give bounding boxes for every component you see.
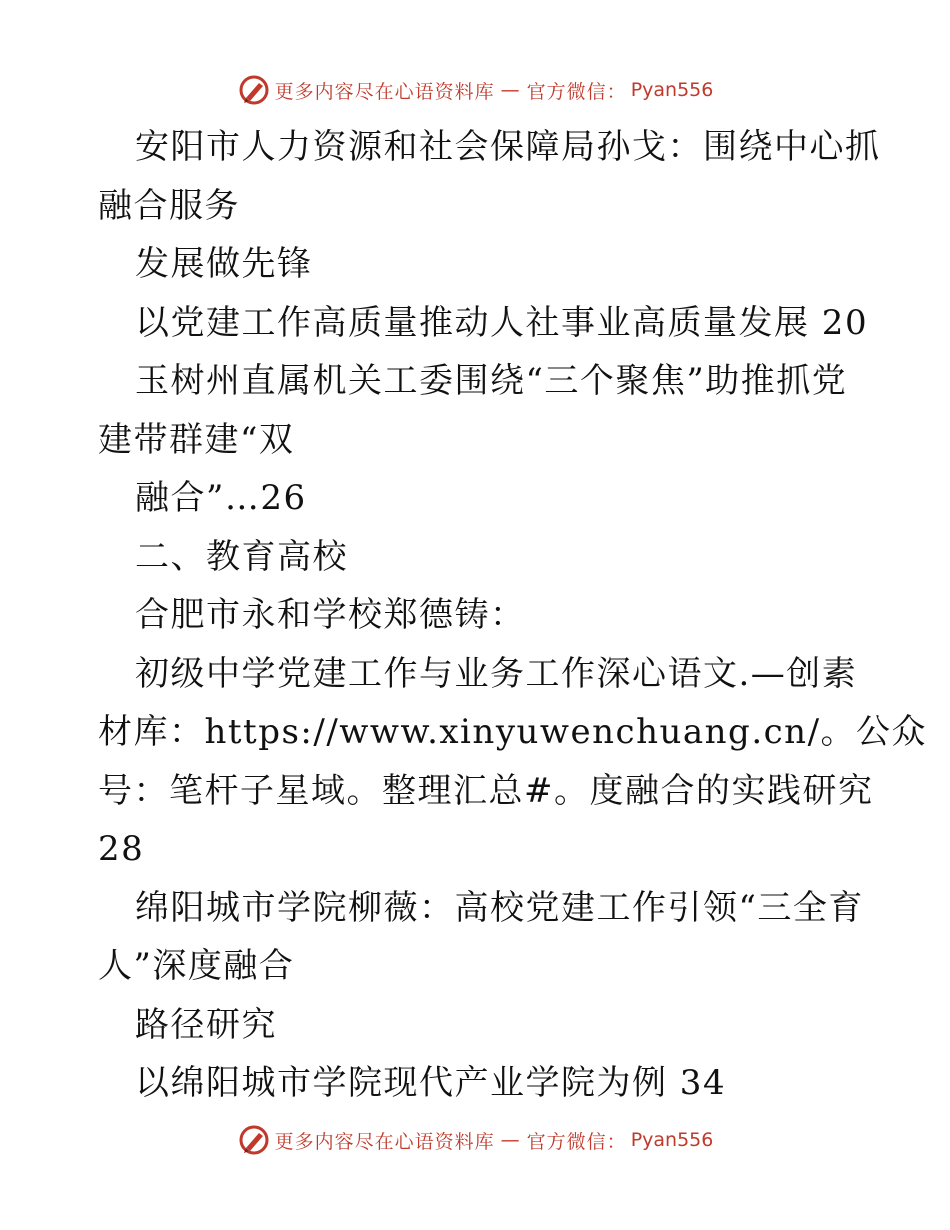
header-text: 更多内容尽在心语资料库 [274, 80, 495, 103]
footer-wechat-id: Pyan556 [630, 1129, 714, 1151]
text-line: 绵阳城市学院柳薇：高校党建工作引领“三全育 [135, 887, 864, 928]
text-line: 以党建工作高质量推动人社事业高质量发展 20 [135, 302, 869, 343]
text-line: 以绵阳城市学院现代产业学院为例 34 [135, 1063, 727, 1103]
text-line: 28 [98, 829, 145, 869]
footer-separator: — [500, 1129, 521, 1151]
header-wechat-label: 官方微信： [526, 80, 627, 103]
header-banner [0, 70, 950, 110]
footer-banner [0, 1120, 950, 1160]
text-line: 融合”…26 [135, 478, 307, 518]
pen-circle-logo-icon [237, 1123, 271, 1157]
text-line: 人”深度融合 [98, 946, 295, 986]
text-line: 路径研究 [135, 1004, 277, 1045]
text-line: 发展做先锋 [135, 244, 313, 284]
text-line: 安阳市人力资源和社会保障局孙戈：围绕中心抓 [135, 127, 881, 167]
text-line: 初级中学党建工作与业务工作深心语文.—创素 [135, 653, 858, 694]
header-wechat-id: Pyan556 [630, 79, 714, 101]
footer-wechat-label: 官方微信： [526, 1130, 627, 1153]
text-line: 合肥市永和学校郑德铸： [135, 595, 526, 635]
text-line: 融合服务 [98, 185, 240, 226]
text-line: 建带群建“双 [98, 419, 295, 460]
text-line: 玉树州直属机关工委围绕“三个聚焦”助推抓党 [135, 361, 848, 401]
text-line: 二、教育高校 [135, 536, 348, 577]
header-separator: — [500, 79, 521, 101]
document-body [98, 118, 928, 1113]
text-line: 号：笔杆子星域。整理汇总#。度融合的实践研究 [98, 770, 874, 811]
footer-text: 更多内容尽在心语资料库 [274, 1130, 495, 1153]
text-line: 材库：https://www.xinyuwenchuang.cn/。公众 [98, 712, 928, 752]
pen-circle-logo-icon [237, 73, 271, 107]
